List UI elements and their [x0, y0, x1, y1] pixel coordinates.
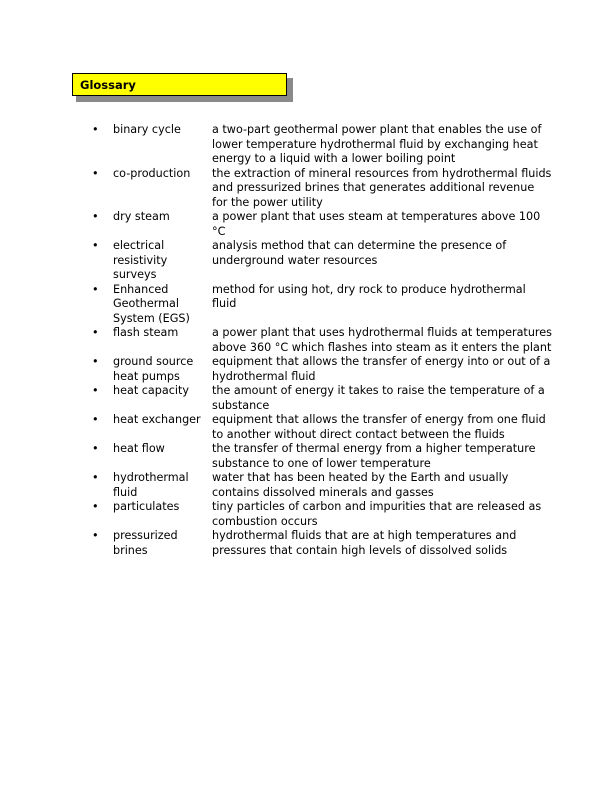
glossary-term: hydrothermal fluid	[113, 471, 189, 499]
glossary-definition: method for using hot, dry rock to produce hydrothermal fluid	[212, 282, 526, 310]
glossary-entry	[92, 471, 552, 500]
bullet-icon: •	[92, 282, 99, 296]
bullet-icon: •	[92, 384, 99, 397]
glossary-definition: the extraction of mineral resources from hydrothermal fluids and pressurized brines that generates additional revenue for the power utility	[212, 166, 552, 209]
glossary-term: Enhanced Geothermal System (EGS)	[113, 282, 190, 325]
bullet-icon: •	[92, 442, 99, 455]
glossary-definition: the transfer of thermal energy from a higher temperature substance to one of lower temperature	[212, 442, 536, 470]
glossary-term: binary cycle	[113, 123, 181, 136]
glossary-term: dry steam	[113, 210, 170, 223]
glossary-entry	[92, 500, 552, 529]
glossary-term: pressurized brines	[113, 529, 178, 557]
bullet-icon: •	[92, 326, 99, 339]
glossary-entry	[92, 283, 552, 327]
bullet-icon: •	[92, 413, 99, 426]
glossary-term: heat exchanger	[113, 413, 201, 426]
bullet-icon: •	[92, 210, 99, 223]
bullet-icon: •	[92, 123, 99, 136]
glossary-entry	[92, 123, 552, 167]
glossary-entry	[92, 239, 552, 283]
glossary-entry	[92, 167, 552, 211]
glossary-entry	[92, 384, 552, 413]
glossary-definition: hydrothermal fluids that are at high temperatures and pressures that contain high levels of dissolved solids	[212, 529, 517, 557]
glossary-definition: equipment that allows the transfer of energy into or out of a hydrothermal fluid	[212, 355, 551, 383]
glossary-entry	[92, 210, 552, 239]
glossary-definition: tiny particles of carbon and impurities that are released as combustion occurs	[212, 500, 542, 528]
glossary-definition: equipment that allows the transfer of energy from one fluid to another without direct contact between the fluids	[212, 413, 546, 441]
glossary-term: ground source heat pumps	[113, 355, 194, 383]
glossary-definition: a power plant that uses hydrothermal fluids at temperatures above 360 °C which flashes into steam as it enters the plant	[212, 326, 552, 354]
bullet-icon: •	[92, 471, 99, 484]
glossary-definition: a power plant that uses steam at temperatures above 100 °C	[212, 210, 541, 238]
glossary-entry	[92, 413, 552, 442]
glossary-term: particulates	[113, 500, 180, 513]
glossary-term: heat flow	[113, 442, 165, 455]
glossary-term: flash steam	[113, 326, 179, 339]
glossary-definition: a two-part geothermal power plant that enables the use of lower temperature hydrothermal fluid by exchanging heat energy to a liquid with a lower boiling point	[212, 123, 542, 165]
glossary-term: heat capacity	[113, 384, 190, 397]
page-title: Glossary	[80, 78, 136, 92]
glossary-entry	[92, 326, 552, 355]
glossary-term: co-production	[113, 166, 191, 180]
bullet-icon: •	[92, 529, 99, 542]
glossary-entry	[92, 355, 552, 384]
glossary-entry	[92, 529, 552, 558]
glossary-header	[72, 73, 287, 96]
glossary-definition: the amount of energy it takes to raise the temperature of a substance	[212, 384, 545, 412]
glossary-list	[92, 123, 552, 558]
bullet-icon: •	[92, 239, 99, 252]
bullet-icon: •	[92, 500, 99, 513]
glossary-entry	[92, 442, 552, 471]
bullet-icon: •	[92, 355, 99, 368]
glossary-definition: water that has been heated by the Earth and usually contains dissolved minerals and gasses	[212, 471, 509, 499]
glossary-term: electrical resistivity surveys	[113, 239, 168, 281]
bullet-icon: •	[92, 166, 99, 180]
glossary-definition: analysis method that can determine the presence of underground water resources	[212, 239, 507, 267]
